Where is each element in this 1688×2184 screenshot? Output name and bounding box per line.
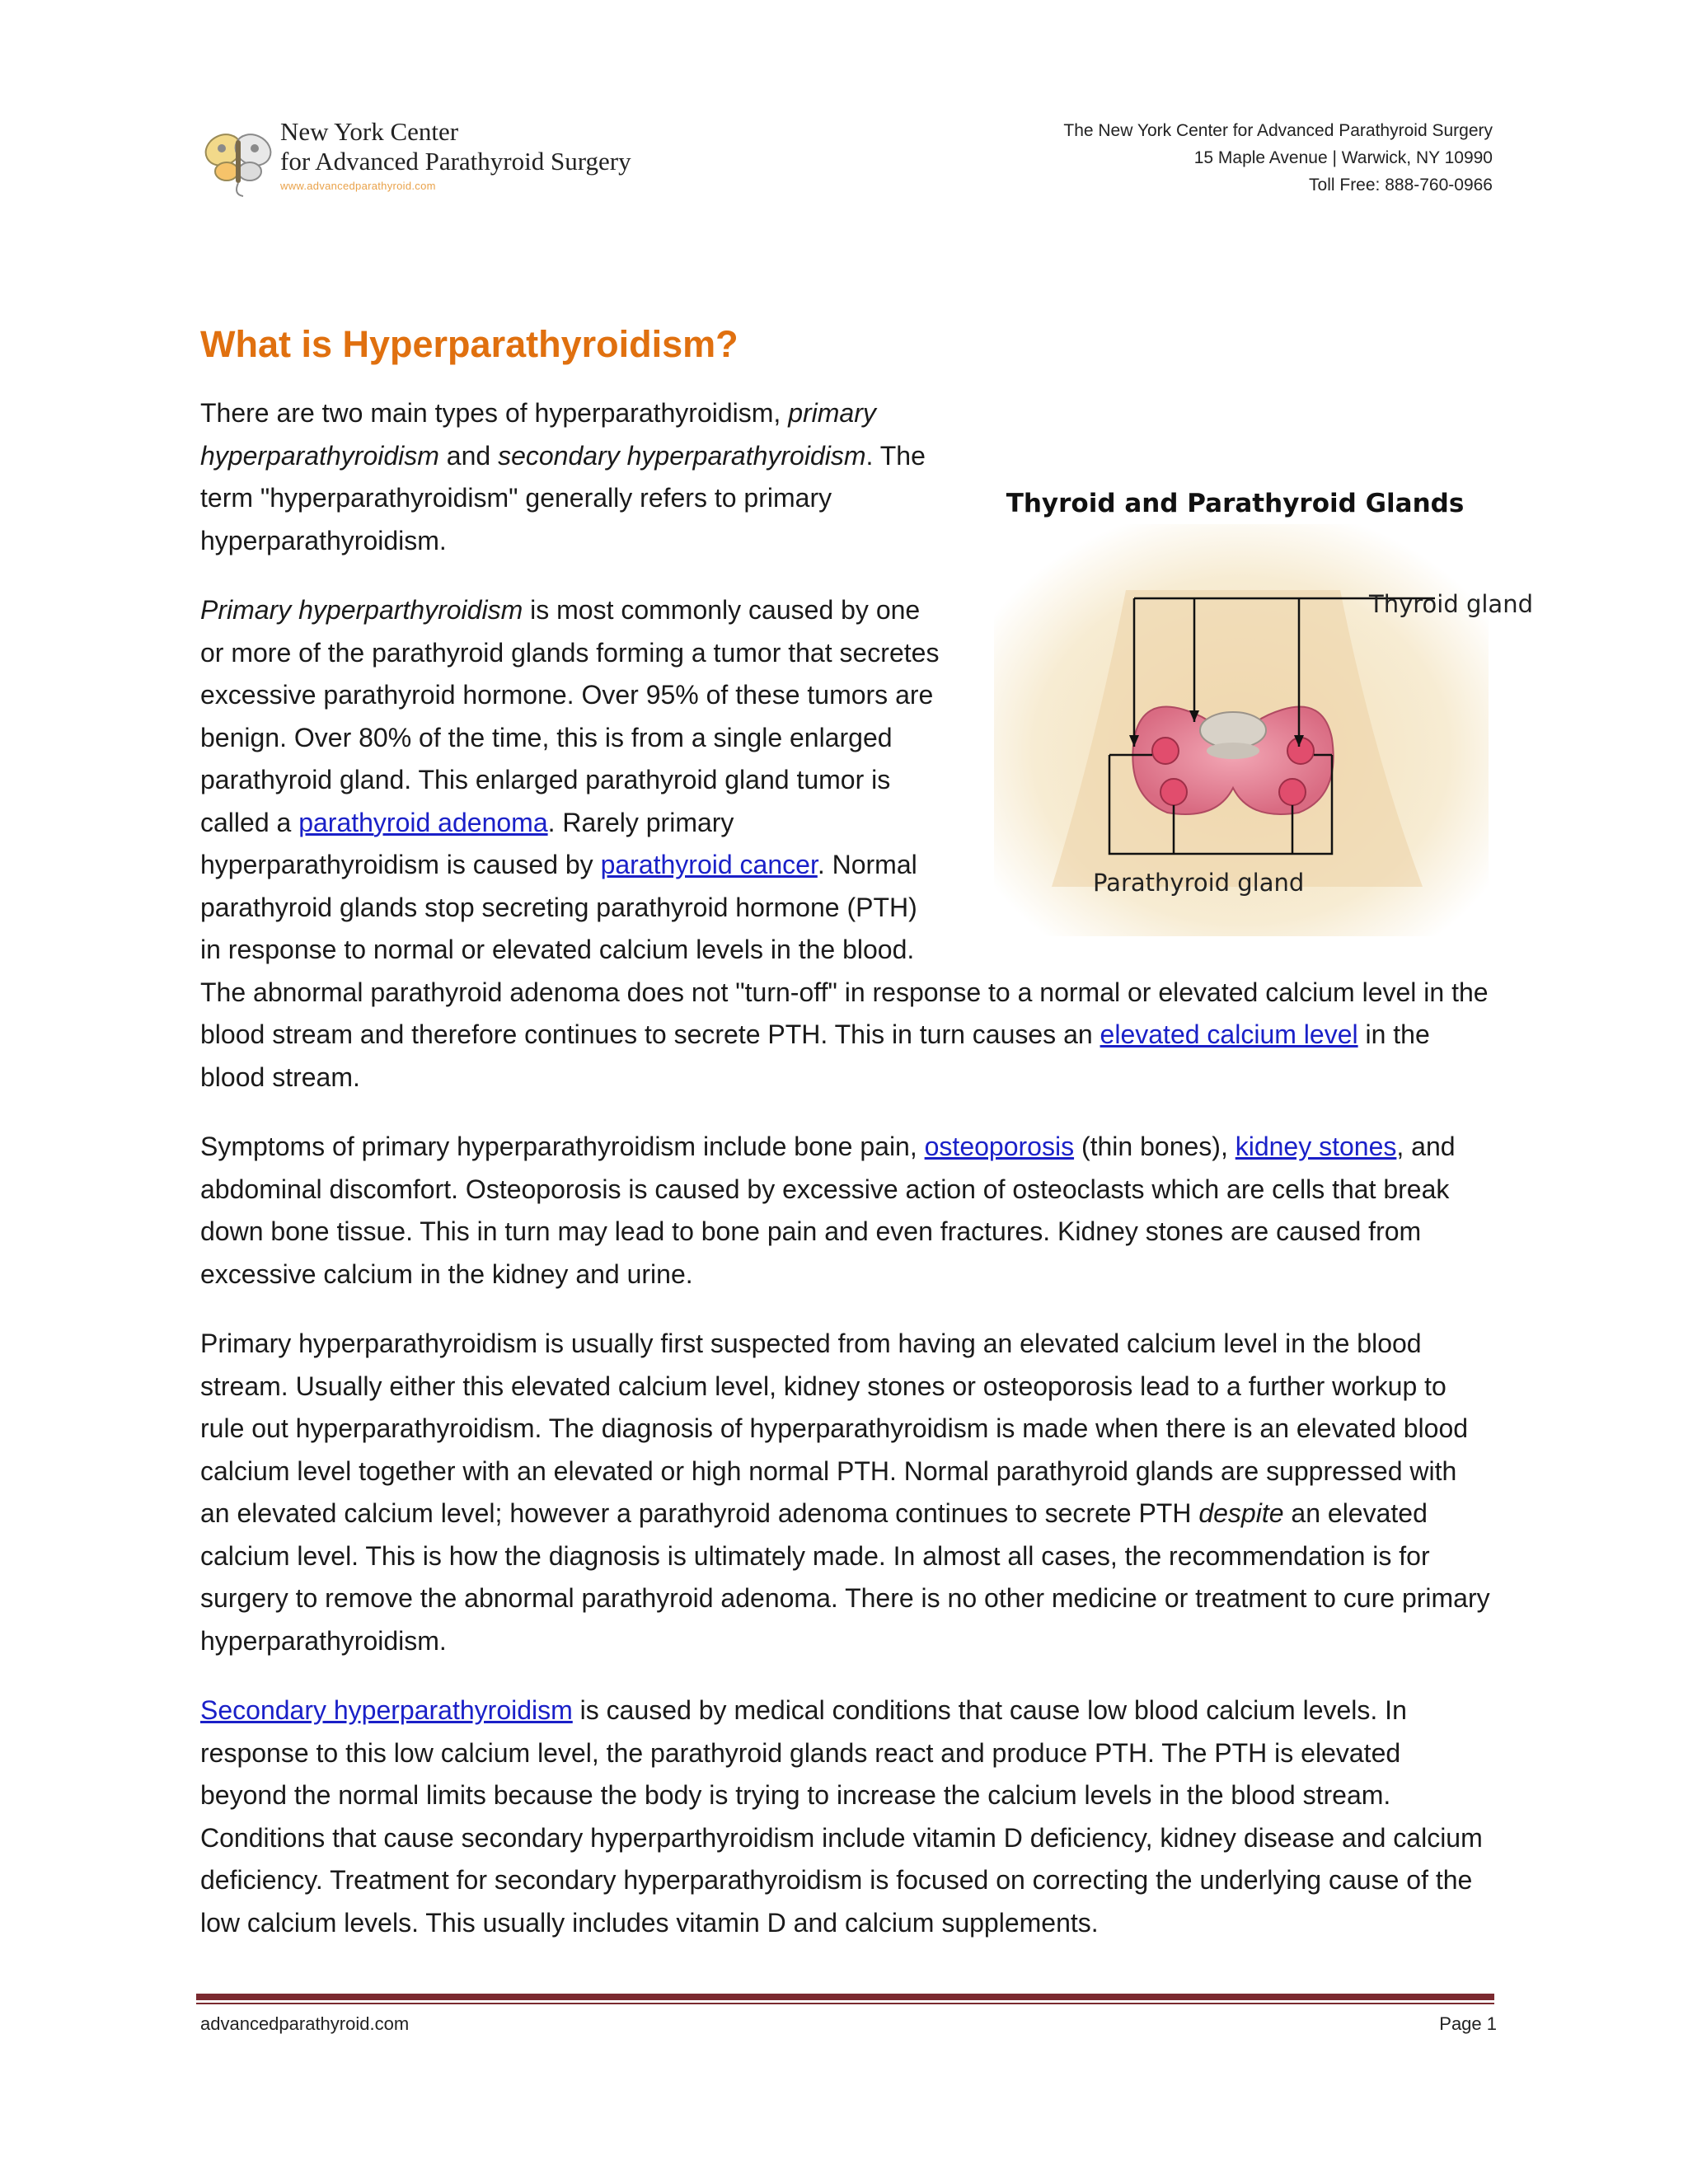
thyroid-figure	[978, 425, 1533, 936]
address-org-name: The New York Center for Advanced Parathyroid Surgery	[1063, 121, 1493, 140]
emphasis: despite	[1198, 1498, 1284, 1528]
paragraph-diagnosis	[200, 1323, 1493, 1662]
figure-title: Thyroid and Parathyroid Glands	[1006, 489, 1465, 518]
page-number: Page 1	[1439, 2013, 1497, 2034]
link-kidney-stones[interactable]: kidney stones	[1235, 1132, 1397, 1161]
parathyroid-gland-lower-left	[1160, 779, 1187, 805]
parathyroid-gland-upper-left	[1152, 738, 1179, 764]
article-body	[200, 392, 1533, 1971]
label-parathyroid-gland: Parathyroid gland	[1093, 869, 1305, 897]
address-phone: Toll Free: 888-760-0966	[1309, 176, 1493, 194]
footer-divider-thick	[196, 1994, 1494, 2000]
text: is most commonly caused by one or more of the parathyroid glands forming a tumor that secretes excessive parathyroid hormone. Over 95% of these tumors are benign. Over 80% of the time, this is from a single enlarged parathyroid gland. This enlarged parathyroid gland tumor is called a	[200, 595, 940, 837]
emphasis: Primary hyperparthyroidism	[200, 595, 523, 625]
text: . Normal parathyroid glands stop secreting parathyroid hormone (PTH) in response to normal or elevated calcium levels in the blood. The abnormal parathyroid adenoma does not "turn-off" in response to a normal or elevated calcium level in the blood stream and therefore continues to secrete PTH. This in turn causes an	[200, 850, 1489, 1049]
text: is caused by medical conditions that cause low blood calcium levels. In response to this low calcium level, the parathyroid glands react and produce PTH. The PTH is elevated beyond the normal limits because the body is trying to increase the calcium levels in the blood stream. Conditions that cause secondary hyperparthyroidism include vitamin D deficiency, kidney disease and calcium deficiency. Treatment for secondary hyperparathyroidism is focused on correcting the underlying cause of the low calcium levels. This usually includes vitamin D and calcium supplements.	[200, 1695, 1483, 1938]
link-secondary-hyperparathyroidism[interactable]: Secondary hyperparathyroidism	[200, 1695, 573, 1725]
footer-divider-thin	[196, 2003, 1494, 2004]
paragraph-symptoms	[200, 1126, 1493, 1296]
text: in the blood stream.	[200, 1019, 1430, 1092]
footer-site: advancedparathyroid.com	[200, 2013, 410, 2034]
text: Primary hyperparathyroidism is usually first suspected from having an elevated calcium level in the blood stream. Usually either this elevated calcium level, kidney stones or osteoporosis lead to a further workup to rule out hyperparathyroidism. The diagnosis of hyperparathyroidism is made when there is an elevated blood calcium level together with an elevated or high normal PTH. Normal parathyroid glands are suppressed with an elevated calcium level; however a parathyroid adenoma continues to secrete PTH	[200, 1329, 1469, 1528]
text: , and abdominal discomfort. Osteoporosis is caused by excessive action of osteoclasts which are cells that break down bone tissue. This in turn may lead to bone pain and even fractures. Kidney stones are caused from excessive calcium in the kidney and urine.	[200, 1132, 1456, 1289]
link-parathyroid-adenoma[interactable]: parathyroid adenoma	[298, 807, 548, 837]
text: (thin bones),	[1074, 1132, 1236, 1161]
link-osteoporosis[interactable]: osteoporosis	[924, 1132, 1075, 1161]
butterfly-logo-icon	[200, 124, 276, 199]
page-title: What is Hyperparathyroidism?	[200, 323, 738, 365]
logo-title-line1: New York Center	[280, 117, 459, 146]
text: Symptoms of primary hyperparathyroidism include bone pain,	[200, 1132, 925, 1161]
text: There are two main types of hyperparathyroidism,	[200, 398, 789, 428]
site-logo[interactable]	[200, 117, 662, 208]
label-thyroid-gland: Thyroid gland	[1369, 590, 1533, 618]
text: an elevated calcium level. This is how the diagnosis is ultimately made. In almost all cases, the recommendation is for surgery to remove the abnormal parathyroid adenoma. There is no other medicine or treatment to cure primary hyperparathyroidism.	[200, 1498, 1490, 1656]
link-elevated-calcium-level[interactable]: elevated calcium level	[1100, 1019, 1358, 1049]
logo-title-line2: for Advanced Parathyroid Surgery	[280, 147, 631, 176]
text: . The term "hyperparathyroidism" generally refers to primary hyperparathyroidism.	[200, 440, 926, 555]
paragraph-secondary	[200, 1690, 1493, 1944]
text: . Rarely primary hyperparathyroidism is caused by	[200, 807, 734, 879]
address-street: 15 Maple Avenue | Warwick, NY 10990	[1193, 148, 1493, 167]
logo-url: www.advancedparathyroid.com	[280, 180, 436, 192]
emphasis: secondary hyperparathyroidism	[498, 440, 866, 471]
text: and	[438, 440, 499, 471]
link-parathyroid-cancer[interactable]: parathyroid cancer	[600, 850, 818, 879]
parathyroid-gland-lower-right	[1279, 779, 1306, 805]
header-address	[1063, 117, 1493, 199]
emphasis: primary hyperparathyroidism	[200, 398, 876, 471]
